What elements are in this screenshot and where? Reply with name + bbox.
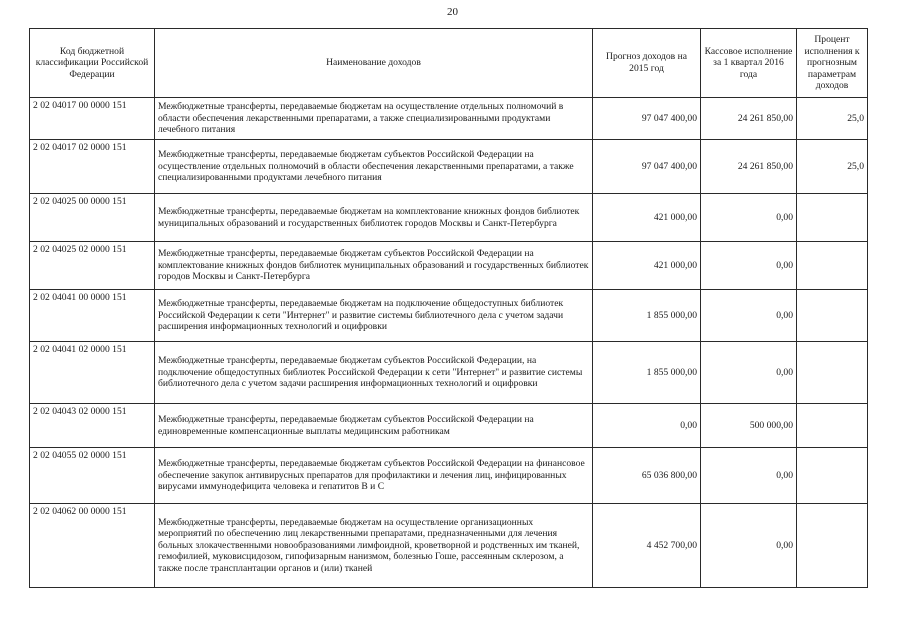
row-forecast: 421 000,00: [593, 194, 701, 242]
header-name: Наименование доходов: [155, 29, 593, 98]
row-forecast: 421 000,00: [593, 242, 701, 290]
row-percent: [797, 342, 868, 404]
header-executed: Кассовое исполнение за 1 квартал 2016 года: [701, 29, 797, 98]
header-percent: Процент исполнения к прогнозным параметрам доходов: [797, 29, 868, 98]
table-row: [30, 448, 868, 504]
row-name: Межбюджетные трансферты, передаваемые бюджетам на комплектование книжных фондов библиотек муниципальных образований и государственных библиотек городов Москвы и Санкт-Петербурга: [155, 194, 593, 242]
row-executed: 0,00: [701, 504, 797, 588]
row-name: Межбюджетные трансферты, передаваемые бюджетам субъектов Российской Федерации на осуществление отдельных полномочий в области обеспечения лекарственными препаратами, а также специализированными продуктами лечебного питания: [155, 140, 593, 194]
row-percent: [797, 290, 868, 342]
page-number: 20: [447, 6, 458, 18]
row-executed: 24 261 850,00: [701, 98, 797, 140]
row-code: 2 02 04043 02 0000 151: [30, 404, 155, 448]
row-percent: 25,0: [797, 140, 868, 194]
row-code: 2 02 04017 00 0000 151: [30, 98, 155, 140]
row-code: 2 02 04041 00 0000 151: [30, 290, 155, 342]
row-name: Межбюджетные трансферты, передаваемые бюджетам субъектов Российской Федерации, на подключение общедоступных библиотек Российской Федерации к сети "Интернет" и развитие системы библиотечного дела с учетом задачи расширения информационных технологий и оцифровки: [155, 342, 593, 404]
table-row: [30, 194, 868, 242]
row-forecast: 1 855 000,00: [593, 342, 701, 404]
table-row: [30, 140, 868, 194]
row-forecast: 97 047 400,00: [593, 140, 701, 194]
row-name: Межбюджетные трансферты, передаваемые бюджетам на осуществление отдельных полномочий в области обеспечения лекарственными препаратами, а также специализированными продуктами лечебного питания: [155, 98, 593, 140]
row-forecast: 65 036 800,00: [593, 448, 701, 504]
row-percent: [797, 404, 868, 448]
row-forecast: 0,00: [593, 404, 701, 448]
row-code: 2 02 04041 02 0000 151: [30, 342, 155, 404]
table-header-row: [30, 29, 868, 98]
row-code: 2 02 04025 00 0000 151: [30, 194, 155, 242]
row-executed: 500 000,00: [701, 404, 797, 448]
row-name: Межбюджетные трансферты, передаваемые бюджетам на осуществление организационных мероприятий по обеспечению лиц лекарственными препаратами, предназначенными для лечения больных злокачественными новообразованиями лимфоидной, кроветворной и родственных им тканей, гемофилией, муковисцидозом, гипофизарным нанизмом, болезнью Гоше, рассеянным склерозом, а также после трансплантации органов и (или) тканей: [155, 504, 593, 588]
row-name: Межбюджетные трансферты, передаваемые бюджетам субъектов Российской Федерации на комплектование книжных фондов библиотек муниципальных образований и государственных библиотек городов Москвы и Санкт-Петербурга: [155, 242, 593, 290]
row-forecast: 4 452 700,00: [593, 504, 701, 588]
row-percent: [797, 504, 868, 588]
table-row: [30, 242, 868, 290]
row-name: Межбюджетные трансферты, передаваемые бюджетам субъектов Российской Федерации на единовременные компенсационные выплаты медицинским работникам: [155, 404, 593, 448]
row-executed: 0,00: [701, 342, 797, 404]
row-percent: [797, 194, 868, 242]
row-code: 2 02 04055 02 0000 151: [30, 448, 155, 504]
row-executed: 0,00: [701, 448, 797, 504]
row-percent: 25,0: [797, 98, 868, 140]
row-percent: [797, 242, 868, 290]
table-row: [30, 504, 868, 588]
row-executed: 0,00: [701, 194, 797, 242]
revenue-table: [29, 28, 868, 588]
row-name: Межбюджетные трансферты, передаваемые бюджетам на подключение общедоступных библиотек Российской Федерации к сети "Интернет" и развитие системы библиотечного дела с учетом задачи расширения информационных технологий и оцифровки: [155, 290, 593, 342]
row-percent: [797, 448, 868, 504]
table-row: [30, 404, 868, 448]
header-code: Код бюджетной классификации Российской Федерации: [30, 29, 155, 98]
row-executed: 24 261 850,00: [701, 140, 797, 194]
row-code: 2 02 04025 02 0000 151: [30, 242, 155, 290]
header-forecast: Прогноз доходов на 2015 год: [593, 29, 701, 98]
row-code: 2 02 04017 02 0000 151: [30, 140, 155, 194]
row-executed: 0,00: [701, 290, 797, 342]
row-code: 2 02 04062 00 0000 151: [30, 504, 155, 588]
row-forecast: 1 855 000,00: [593, 290, 701, 342]
table-row: [30, 290, 868, 342]
table-row: [30, 98, 868, 140]
row-forecast: 97 047 400,00: [593, 98, 701, 140]
table-row: [30, 342, 868, 404]
row-name: Межбюджетные трансферты, передаваемые бюджетам субъектов Российской Федерации на финансовое обеспечение закупок антивирусных препаратов для профилактики и лечения лиц, инфицированных вирусами иммунодефицита человека и гепатитов В и С: [155, 448, 593, 504]
row-executed: 0,00: [701, 242, 797, 290]
